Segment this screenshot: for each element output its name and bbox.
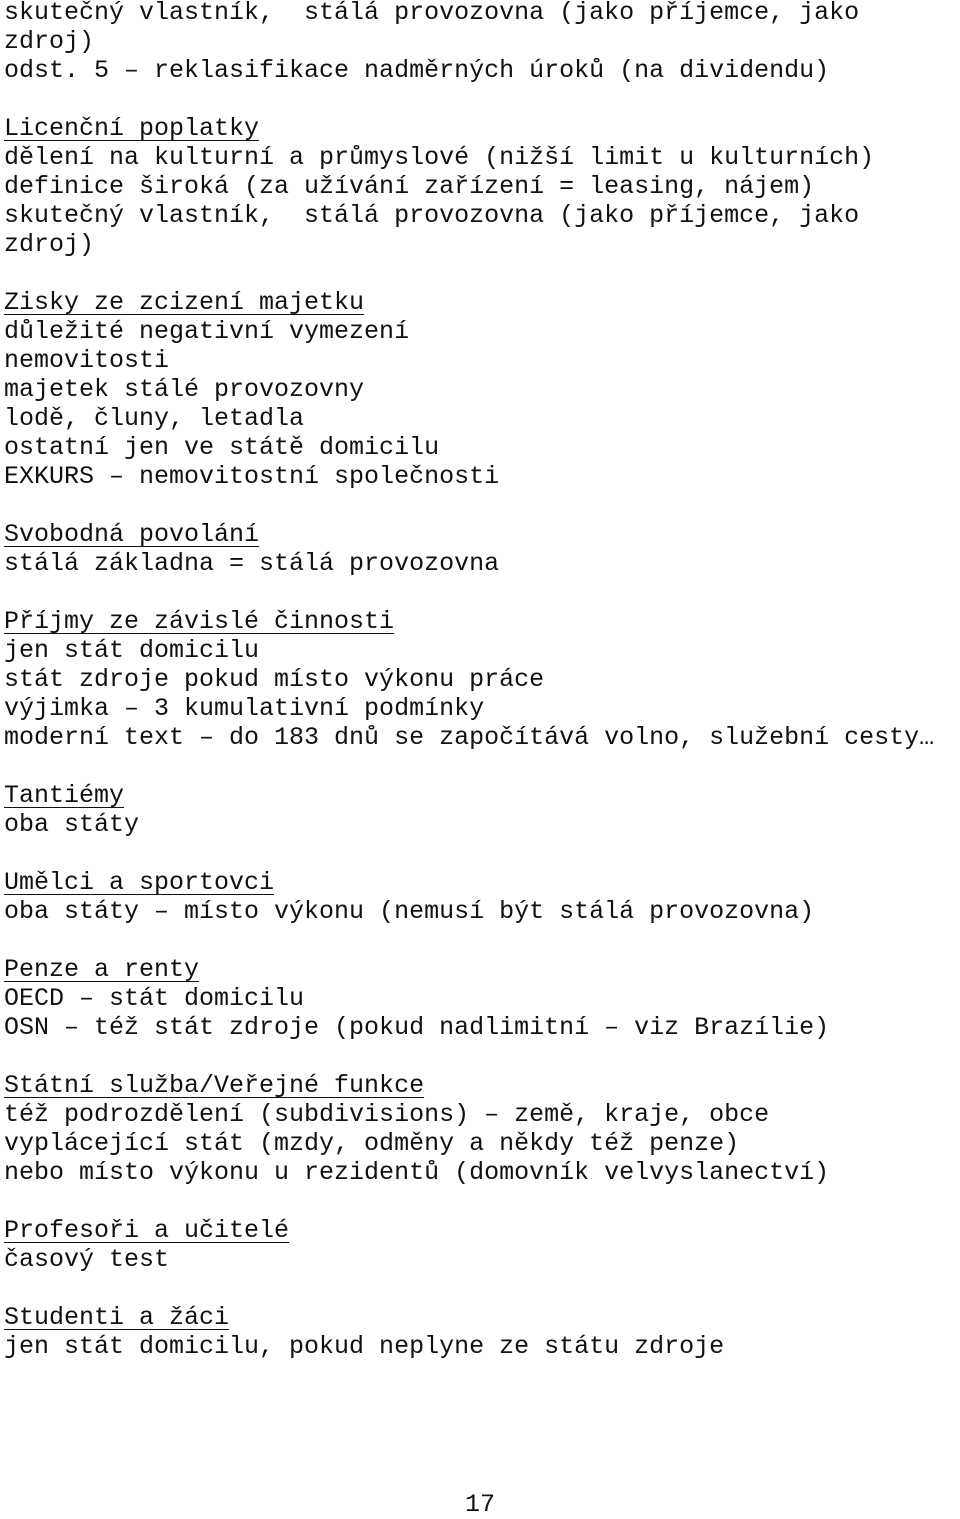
section-heading: Penze a renty [4,955,200,984]
text-line: stát zdroje pokud místo výkonu práce [4,665,545,694]
text-line: oba státy [4,810,140,839]
text-line: zdroj) [4,230,95,259]
text-line: OSN – též stát zdroje (pokud nadlimitní – viz Brazílie) [4,1013,830,1042]
text-line: též podrozdělení (subdivisions) – země, kraje, obce [4,1100,770,1129]
section-heading: Licenční poplatky [4,114,260,143]
section-heading: Profesoři a učitelé [4,1216,290,1245]
text-line: skutečný vlastník, stálá provozovna (jako příjemce, jako [4,0,860,27]
text-line: skutečný vlastník, stálá provozovna (jako příjemce, jako [4,201,860,230]
text-line: nemovitosti [4,346,170,375]
section-heading: Svobodná povolání [4,520,260,549]
section-heading: Státní služba/Veřejné funkce [4,1071,425,1100]
section-umelci-a-sportovci [4,868,956,926]
section-penze-a-renty [4,955,956,1042]
text-line: jen stát domicilu [4,636,260,665]
section-tantiemy [4,781,956,839]
text-line: důležité negativní vymezení [4,317,410,346]
text-line: jen stát domicilu, pokud neplyne ze státu zdroje [4,1332,725,1361]
text-line: ostatní jen ve státě domicilu [4,433,440,462]
paragraph-gap [4,578,956,607]
text-line: nebo místo výkonu u rezidentů (domovník velvyslanectví) [4,1158,830,1187]
text-line: dělení na kulturní a průmyslové (nižší limit u kulturních) [4,143,875,172]
section-licencni-poplatky [4,114,956,259]
text-line: odst. 5 – reklasifikace nadměrných úroků (na dividendu) [4,56,830,85]
section-studenti-a-zaci [4,1303,956,1361]
section-heading: Zisky ze zcizení majetku [4,288,365,317]
text-line: lodě, čluny, letadla [4,404,305,433]
section-heading: Umělci a sportovci [4,868,275,897]
text-line: EXKURS – nemovitostní společnosti [4,462,500,491]
text-line: stálá základna = stálá provozovna [4,549,500,578]
section-svobodna-povolani [4,520,956,578]
section-profesori-a-ucitele [4,1216,956,1274]
paragraph-gap [4,1274,956,1303]
document-page [4,0,956,1361]
section-heading: Příjmy ze závislé činnosti [4,607,395,636]
paragraph-gap [4,85,956,114]
section-heading: Tantiémy [4,781,125,810]
text-line: definice široká (za užívání zařízení = leasing, nájem) [4,172,815,201]
paragraph-gap [4,1187,956,1216]
text-line: oba státy – místo výkonu (nemusí být stálá provozovna) [4,897,815,926]
text-line: moderní text – do 183 dnů se započítává volno, služební cesty… [4,723,935,752]
paragraph-gap [4,259,956,288]
paragraph-gap [4,752,956,781]
paragraph-gap [4,491,956,520]
section-prijmy-ze-zavisle-cinnosti [4,607,956,752]
paragraph-gap [4,926,956,955]
section-heading: Studenti a žáci [4,1303,230,1332]
section-zisky-ze-zcizeni-majetku [4,288,956,491]
page-number: 17 [464,1490,495,1519]
paragraph-gap [4,1042,956,1071]
text-line: časový test [4,1245,170,1274]
section-statni-sluzba [4,1071,956,1187]
text-line: vyplácející stát (mzdy, odměny a někdy též penze) [4,1129,740,1158]
text-line: OECD – stát domicilu [4,984,305,1013]
text-line: výjimka – 3 kumulativní podmínky [4,694,485,723]
intro-block [4,0,956,85]
paragraph-gap [4,839,956,868]
text-line: zdroj) [4,27,95,56]
text-line: majetek stálé provozovny [4,375,365,404]
